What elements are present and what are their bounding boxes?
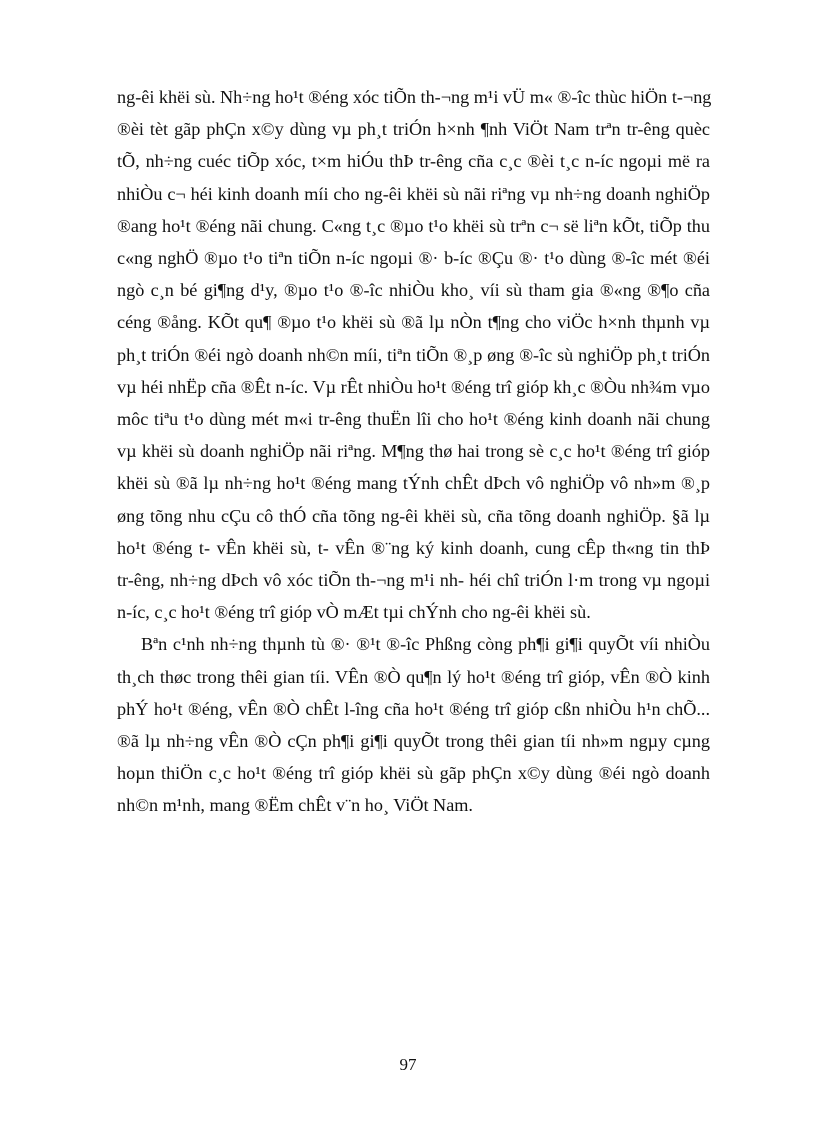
page-number: 97 xyxy=(399,1055,417,1074)
text-line: môc tiªu t¹o dùng mét m«i tr-êng thuËn lîi cho ho¹t ®éng kinh doanh nãi chung xyxy=(117,409,710,430)
text-line: khëi sù ®ã lµ nh÷ng ho¹t ®éng mang tÝnh chÊt dÞch vô nghiÖp vô nh»m ®¸p xyxy=(117,473,710,494)
text-line: nh©n m¹nh, mang ®Ëm chÊt v¨n ho¸ ViÖt Nam. xyxy=(117,795,473,816)
text-line: tr-êng, nh÷ng dÞch vô xóc tiÕn th-¬ng m¹i nh- héi chî triÓn l·m trong vµ ngoµi xyxy=(117,570,710,591)
text-line: n-íc, c¸c ho¹t ®éng trî gióp vÒ mÆt tµi chÝnh cho ng-êi khëi sù. xyxy=(117,602,591,623)
text-line: ph¸t triÓn ®éi ngò doanh nh©n míi, tiªn tiÕn ®¸p øng ®-îc sù nghiÖp ph¸t triÓn xyxy=(117,344,710,365)
text-line: hoµn thiÖn c¸c ho¹t ®éng trî gióp khëi sù gãp phÇn x©y dùng ®éi ngò doanh xyxy=(117,763,710,784)
text-line: ho¹t ®éng t- vÊn khëi sù, t- vÊn ®¨ng ký kinh doanh, cung cÊp th«ng tin thÞ xyxy=(117,537,710,558)
paragraph-1 xyxy=(117,81,710,628)
text-line: phÝ ho¹t ®éng, vÊn ®Ò chÊt l-îng cña ho¹t ®éng trî gióp cßn nhiÒu h¹n chÕ... xyxy=(117,698,710,719)
text-line: tÕ, nh÷ng cuéc tiÕp xóc, t×m hiÓu thÞ tr-êng cña c¸c ®èi t¸c n-íc ngoµi më ra xyxy=(117,151,710,172)
text-line: vµ khëi sù doanh nghiÖp nãi riªng. M¶ng thø hai trong sè c¸c ho¹t ®éng trî gióp xyxy=(117,441,710,462)
text-line: Bªn c¹nh nh÷ng thµnh tù ®· ®¹t ®-îc Phßng còng ph¶i gi¶i quyÕt víi nhiÒu xyxy=(141,634,710,655)
paragraph-2 xyxy=(117,628,710,821)
body-text xyxy=(117,81,710,822)
text-line: ®ang ho¹t ®éng nãi chung. C«ng t¸c ®µo t¹o khëi sù trªn c¬ së liªn kÕt, tiÕp thu xyxy=(117,215,710,236)
text-line: ng-êi khëi sù. Nh÷ng ho¹t ®éng xóc tiÕn th-¬ng m¹i vÜ m« ®-îc thùc hiÖn t-¬ng xyxy=(117,87,712,107)
text-line: ®ã lµ nh÷ng vÊn ®Ò cÇn ph¶i gi¶i quyÕt trong thêi gian tíi nh»m ngµy cµng xyxy=(117,731,710,752)
text-line: øng tõng nhu cÇu cô thÓ cña tõng ng-êi khëi sù, cña tõng doanh nghiÖp. §ã lµ xyxy=(117,505,710,526)
text-line: ®èi tèt gãp phÇn x©y dùng vµ ph¸t triÓn h×nh ¶nh ViÖt Nam trªn tr-êng quèc xyxy=(117,119,710,140)
text-line: nhiÒu c¬ héi kinh doanh míi cho ng-êi khëi sù nãi riªng vµ nh÷ng doanh nghiÖp xyxy=(117,183,710,204)
text-line: th¸ch thøc trong thêi gian tíi. VÊn ®Ò qu¶n lý ho¹t ®éng trî gióp, vÊn ®Ò kinh xyxy=(117,666,710,687)
text-line: vµ héi nhËp cña ®Êt n-íc. Vµ rÊt nhiÒu ho¹t ®éng trî gióp kh¸c ®Òu nh¾m vµo xyxy=(117,376,710,397)
text-line: c«ng nghÖ ®µo t¹o tiªn tiÕn n-íc ngoµi ®· b-íc ®Çu ®· t¹o dùng ®-îc mét ®éi xyxy=(117,248,710,269)
text-line: ngò c¸n bé gi¶ng d¹y, ®µo t¹o ®-îc nhiÒu kho¸ víi sù tham gia ®«ng ®¶o cña xyxy=(117,280,710,301)
text-line: céng ®ång. KÕt qu¶ ®µo t¹o khëi sù ®ã lµ nÒn t¶ng cho viÖc h×nh thµnh vµ xyxy=(117,312,710,333)
